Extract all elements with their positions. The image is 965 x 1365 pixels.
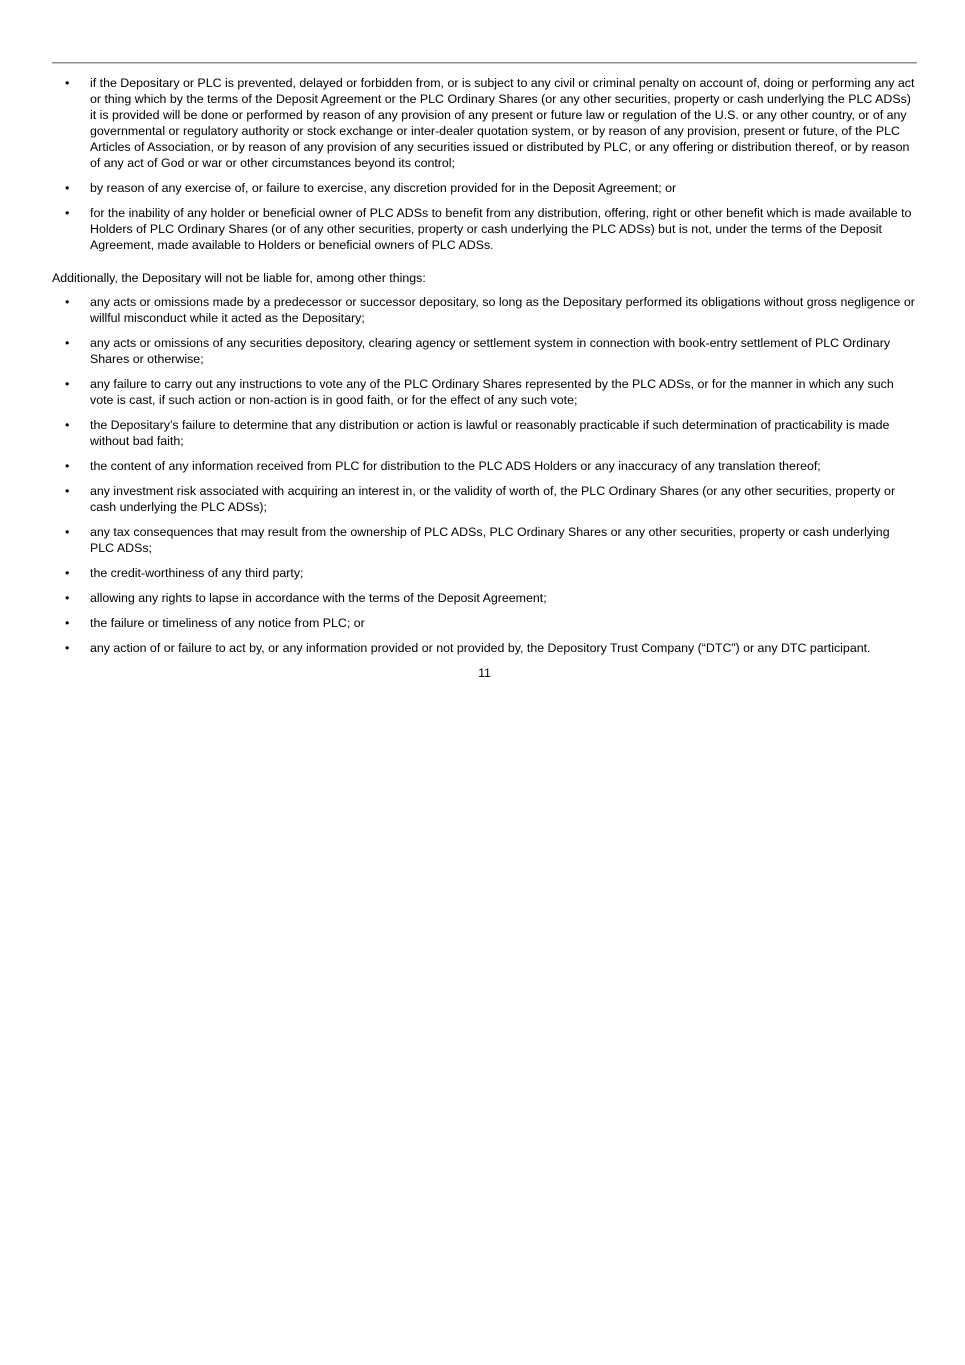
list-item-text: the failure or timeliness of any notice from PLC; or [90,616,365,630]
bullet-icon: • [65,484,70,498]
list-item [52,590,917,606]
bullet-icon: • [65,181,70,195]
list-item [52,205,917,253]
bullet-icon: • [65,336,70,350]
list-item [52,335,917,367]
list-item-text: if the Depositary or PLC is prevented, delayed or forbidden from, or is subject to any civil or criminal penalty on account of, doing or performing any act or thing which by the terms of the Deposit Agreement or the PLC Ordinary Shares (or any other securities, property or cash underlying the PLC ADSs) it is provided will be done or performed by reason of any provision of any present or future law or regulation of the U.S. or any other country, or of any governmental or regulatory authority or stock exchange or inter-dealer quotation system, or by reason of any provision, present or future, of the PLC Articles of Association, or by reason of any provision of any securities issued or distributed by PLC, or any offering or distribution thereof, or by reason of any act of God or war or other circumstances beyond its control; [90,76,915,170]
list-item [52,376,917,408]
list-item-text: the Depositary’s failure to determine that any distribution or action is lawful or reasonably practicable if such determination of practicability is made without bad faith; [90,418,890,448]
list-item [52,483,917,515]
list-item-text: any action of or failure to act by, or any information provided or not provided by, the Depository Trust Company (“DTC”) or any DTC participant. [90,641,871,655]
list-item [52,565,917,581]
bullet-icon: • [65,76,70,90]
bullet-icon: • [65,616,70,630]
horizontal-divider [52,62,917,64]
page-number: 11 [478,666,491,680]
list-item-text: any acts or omissions made by a predecessor or successor depositary, so long as the Depositary performed its obligations without gross negligence or willful misconduct while it acted as the Depositary; [90,295,915,325]
list-item [52,458,917,474]
bullet-icon: • [65,295,70,309]
bullet-icon: • [65,459,70,473]
list-item [52,640,917,656]
list-item-text: any failure to carry out any instructions to vote any of the PLC Ordinary Shares represented by the PLC ADSs, or for the manner in which any such vote is cast, if such action or non-action is in good faith, or for the effect of any such vote; [90,377,894,407]
list-item [52,524,917,556]
bullet-icon: • [65,206,70,220]
list-item [52,417,917,449]
bullet-icon: • [65,591,70,605]
bullet-icon: • [65,418,70,432]
list-item [52,75,917,171]
list-item-text: any acts or omissions of any securities depository, clearing agency or settlement system in connection with book-entry settlement of PLC Ordinary Shares or otherwise; [90,336,891,366]
list-item-text: for the inability of any holder or beneficial owner of PLC ADSs to benefit from any distribution, offering, right or other benefit which is made available to Holders of PLC Ordinary Shares (or of any other securities, property or cash underlying the PLC ADSs) but is not, under the terms of the Deposit Agreement, made available to Holders or beneficial owners of PLC ADSs. [90,206,912,252]
list-item [52,615,917,631]
list-item-text: the content of any information received from PLC for distribution to the PLC ADS Holders or any inaccuracy of any translation thereof; [90,459,821,473]
list-item-text: allowing any rights to lapse in accordance with the terms of the Deposit Agreement; [90,591,547,605]
bullet-icon: • [65,641,70,655]
intro-bullet-list [52,75,917,253]
list-item [52,180,917,196]
bullet-icon: • [65,525,70,539]
page-content [52,62,917,681]
list-item-text: any tax consequences that may result from the ownership of PLC ADSs, PLC Ordinary Shares or any other securities, property or cash underlying PLC ADSs; [90,525,890,555]
liability-bullet-list [52,294,917,656]
bullet-icon: • [65,566,70,580]
bullet-icon: • [65,377,70,391]
list-item [52,294,917,326]
list-item-text: any investment risk associated with acquiring an interest in, or the validity of worth of, the PLC Ordinary Shares (or any other securities, property or cash underlying the PLC ADSs); [90,484,896,514]
list-item-text: by reason of any exercise of, or failure to exercise, any discretion provided for in the Deposit Agreement; or [90,181,677,195]
intro-paragraph: Additionally, the Depositary will not be liable for, among other things: [52,271,426,285]
list-item-text: the credit-worthiness of any third party; [90,566,304,580]
